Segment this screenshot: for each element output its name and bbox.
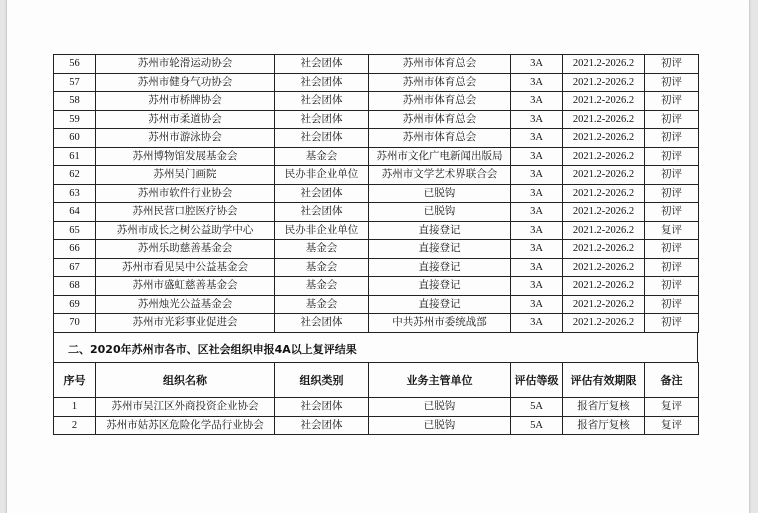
cell-dept: 直接登记	[369, 240, 511, 259]
cell-name: 苏州市姑苏区危险化学品行业协会	[96, 416, 275, 435]
table-row	[54, 147, 699, 166]
cell-note: 初评	[645, 240, 699, 259]
cell-dept: 苏州市文化广电新闻出版局	[369, 147, 511, 166]
cell-grade: 3A	[511, 221, 563, 240]
cell-dept: 直接登记	[369, 295, 511, 314]
cell-note: 初评	[645, 184, 699, 203]
section-title: 二、2020年苏州市各市、区社会组织申报4A以上复评结果	[68, 343, 357, 356]
cell-period: 2021.2-2026.2	[563, 277, 645, 296]
table-row	[54, 398, 699, 417]
cell-dept: 苏州市文学艺术界联合会	[369, 166, 511, 185]
cell-grade: 3A	[511, 184, 563, 203]
cell-period: 2021.2-2026.2	[563, 73, 645, 92]
cell-period: 2021.2-2026.2	[563, 92, 645, 111]
cell-name: 苏州市光彩事业促进会	[96, 314, 275, 333]
table-row	[54, 240, 699, 259]
cell-name: 苏州市柔道协会	[96, 110, 275, 129]
cell-period: 2021.2-2026.2	[563, 221, 645, 240]
cell-note: 初评	[645, 314, 699, 333]
header-name: 组织名称	[96, 363, 275, 398]
cell-name: 苏州市健身气功协会	[96, 73, 275, 92]
cell-grade: 5A	[511, 416, 563, 435]
table-row	[54, 55, 699, 74]
cell-grade: 3A	[511, 73, 563, 92]
cell-dept: 苏州市体育总会	[369, 110, 511, 129]
cell-period: 报省厅复核	[563, 398, 645, 417]
cell-dept: 中共苏州市委统战部	[369, 314, 511, 333]
cell-type: 基金会	[275, 295, 369, 314]
cell-period: 2021.2-2026.2	[563, 184, 645, 203]
cell-name: 苏州市游泳协会	[96, 129, 275, 148]
table-row	[54, 184, 699, 203]
table-row	[54, 129, 699, 148]
cell-no: 65	[54, 221, 96, 240]
cell-name: 苏州市轮滑运动协会	[96, 55, 275, 74]
cell-type: 社会团体	[275, 398, 369, 417]
cell-period: 2021.2-2026.2	[563, 166, 645, 185]
cell-name: 苏州烛光公益基金会	[96, 295, 275, 314]
cell-grade: 3A	[511, 295, 563, 314]
cell-type: 社会团体	[275, 129, 369, 148]
cell-note: 复评	[645, 398, 699, 417]
cell-period: 报省厅复核	[563, 416, 645, 435]
cell-dept: 已脱钩	[369, 184, 511, 203]
cell-grade: 3A	[511, 258, 563, 277]
cell-note: 初评	[645, 147, 699, 166]
cell-grade: 3A	[511, 55, 563, 74]
cell-name: 苏州市软件行业协会	[96, 184, 275, 203]
table-row	[54, 203, 699, 222]
cell-type: 基金会	[275, 240, 369, 259]
cell-grade: 3A	[511, 147, 563, 166]
cell-no: 58	[54, 92, 96, 111]
cell-grade: 3A	[511, 203, 563, 222]
cell-dept: 已脱钩	[369, 416, 511, 435]
cell-no: 1	[54, 398, 96, 417]
cell-no: 57	[54, 73, 96, 92]
cell-dept: 苏州市体育总会	[369, 55, 511, 74]
cell-period: 2021.2-2026.2	[563, 295, 645, 314]
table-row	[54, 277, 699, 296]
cell-period: 2021.2-2026.2	[563, 240, 645, 259]
cell-dept: 直接登记	[369, 277, 511, 296]
cell-dept: 已脱钩	[369, 398, 511, 417]
table-row	[54, 73, 699, 92]
cell-name: 苏州博物馆发展基金会	[96, 147, 275, 166]
header-note: 备注	[645, 363, 699, 398]
cell-dept: 已脱钩	[369, 203, 511, 222]
cell-dept: 苏州市体育总会	[369, 92, 511, 111]
cell-no: 70	[54, 314, 96, 333]
cell-period: 2021.2-2026.2	[563, 258, 645, 277]
cell-period: 2021.2-2026.2	[563, 147, 645, 166]
cell-dept: 苏州市体育总会	[369, 73, 511, 92]
table-row	[54, 258, 699, 277]
cell-type: 基金会	[275, 147, 369, 166]
cell-name: 苏州市成长之树公益助学中心	[96, 221, 275, 240]
cell-type: 基金会	[275, 277, 369, 296]
cell-type: 基金会	[275, 258, 369, 277]
cell-grade: 3A	[511, 110, 563, 129]
cell-type: 社会团体	[275, 314, 369, 333]
table-row	[54, 221, 699, 240]
cell-no: 61	[54, 147, 96, 166]
cell-note: 初评	[645, 203, 699, 222]
cell-note: 初评	[645, 166, 699, 185]
cell-type: 社会团体	[275, 110, 369, 129]
cell-no: 56	[54, 55, 96, 74]
cell-name: 苏州乐助慈善基金会	[96, 240, 275, 259]
table-row	[54, 166, 699, 185]
cell-no: 64	[54, 203, 96, 222]
cell-note: 初评	[645, 73, 699, 92]
cell-period: 2021.2-2026.2	[563, 129, 645, 148]
section-heading	[53, 332, 698, 362]
cell-note: 初评	[645, 129, 699, 148]
cell-grade: 3A	[511, 240, 563, 259]
cell-type: 社会团体	[275, 416, 369, 435]
cell-type: 社会团体	[275, 55, 369, 74]
cell-no: 69	[54, 295, 96, 314]
cell-no: 59	[54, 110, 96, 129]
cell-type: 社会团体	[275, 92, 369, 111]
cell-dept: 苏州市体育总会	[369, 129, 511, 148]
cell-grade: 3A	[511, 92, 563, 111]
cell-no: 68	[54, 277, 96, 296]
cell-grade: 3A	[511, 129, 563, 148]
cell-note: 初评	[645, 92, 699, 111]
header-no: 序号	[54, 363, 96, 398]
cell-note: 初评	[645, 258, 699, 277]
results-table-part2	[53, 362, 699, 435]
cell-note: 初评	[645, 55, 699, 74]
results-table-part1	[53, 54, 699, 333]
cell-no: 2	[54, 416, 96, 435]
header-type: 组织类别	[275, 363, 369, 398]
cell-type: 社会团体	[275, 73, 369, 92]
cell-name: 苏州市吴江区外商投资企业协会	[96, 398, 275, 417]
cell-type: 社会团体	[275, 184, 369, 203]
cell-no: 62	[54, 166, 96, 185]
cell-dept: 直接登记	[369, 258, 511, 277]
cell-type: 社会团体	[275, 203, 369, 222]
table-row	[54, 416, 699, 435]
table-row	[54, 110, 699, 129]
cell-period: 2021.2-2026.2	[563, 55, 645, 74]
cell-grade: 3A	[511, 277, 563, 296]
cell-dept: 直接登记	[369, 221, 511, 240]
cell-name: 苏州吴门画院	[96, 166, 275, 185]
cell-no: 67	[54, 258, 96, 277]
header-period: 评估有效期限	[563, 363, 645, 398]
cell-name: 苏州民营口腔医疗协会	[96, 203, 275, 222]
cell-name: 苏州市看见吴中公益基金会	[96, 258, 275, 277]
table-row	[54, 92, 699, 111]
cell-no: 66	[54, 240, 96, 259]
cell-no: 60	[54, 129, 96, 148]
document-page	[6, 0, 750, 513]
header-grade: 评估等级	[511, 363, 563, 398]
table-header-row	[54, 363, 699, 398]
cell-type: 民办非企业单位	[275, 166, 369, 185]
cell-note: 复评	[645, 221, 699, 240]
cell-period: 2021.2-2026.2	[563, 110, 645, 129]
cell-note: 初评	[645, 295, 699, 314]
cell-period: 2021.2-2026.2	[563, 203, 645, 222]
cell-name: 苏州市盛虹慈善基金会	[96, 277, 275, 296]
cell-grade: 3A	[511, 166, 563, 185]
cell-period: 2021.2-2026.2	[563, 314, 645, 333]
cell-grade: 3A	[511, 314, 563, 333]
cell-note: 复评	[645, 416, 699, 435]
cell-type: 民办非企业单位	[275, 221, 369, 240]
table-row	[54, 295, 699, 314]
table-row	[54, 314, 699, 333]
cell-note: 初评	[645, 277, 699, 296]
cell-note: 初评	[645, 110, 699, 129]
cell-no: 63	[54, 184, 96, 203]
cell-name: 苏州市桥牌协会	[96, 92, 275, 111]
header-dept: 业务主管单位	[369, 363, 511, 398]
cell-grade: 5A	[511, 398, 563, 417]
